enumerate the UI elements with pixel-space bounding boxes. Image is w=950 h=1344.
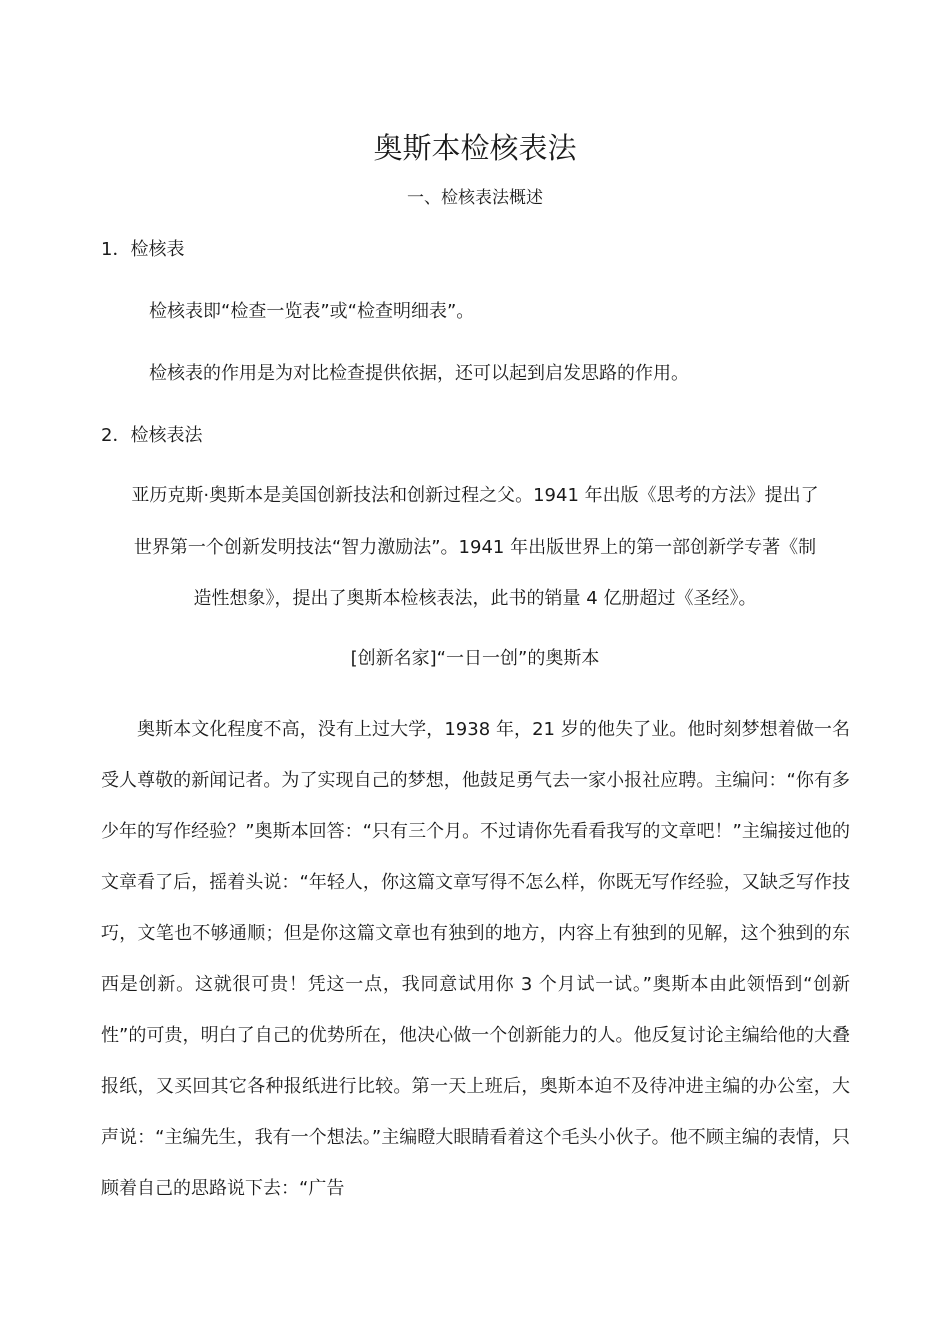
section1-heading: 1．检核表 xyxy=(101,239,185,260)
section1-line-2: 检核表的作用是为对比检查提供依据，还可以起到启发思路的作用。 xyxy=(149,363,689,384)
section2-heading: 2．检核表法 xyxy=(101,425,203,446)
section2-line-3: 造性想象》，提出了奥斯本检核表法，此书的销量 4 亿册超过《圣经》。 xyxy=(193,588,757,609)
section2-line-2: 世界第一个创新发明技法“智力激励法”。1941 年出版世界上的第一部创新学专著《制 xyxy=(133,537,817,558)
section1-line-1: 检核表即“检查一览表”或“检查明细表”。 xyxy=(149,301,475,322)
story-body xyxy=(101,704,850,1214)
document-title: 奥斯本检核表法 xyxy=(373,131,577,165)
story-caption: [创新名家]“一日一创”的奥斯本 xyxy=(350,648,600,669)
section-subtitle: 一、检核表法概述 xyxy=(407,188,543,208)
story-paragraph: 奥斯本文化程度不高，没有上过大学，1938 年，21 岁的他失了业。他时刻梦想着做一名受人尊敬的新闻记者。为了实现自己的梦想，他鼓足勇气去一家小报社应聘。主编问：“你有多少年的写作经验？”奥斯本回答：“只有三个月。不过请你先看看我写的文章吧！”主编接过他的文章看了后，摇着头说：“年轻人，你这篇文章写得不怎么样，你既无写作经验，又缺乏写作技巧，文笔也不够通顺；但是你这篇文章也有独到的地方，内容上有独到的见解，这个独到的东西是创新。这就很可贵！凭这一点，我同意试用你 3 个月试一试。”奥斯本由此领悟到“创新性”的可贵，明白了自己的优势所在，他决心做一个创新能力的人。他反复讨论主编给他的大叠报纸，又买回其它各种报纸进行比较。第一天上班后，奥斯本迫不及待冲进主编的办公室，大声说：“主编先生，我有一个想法。”主编瞪大眼睛看着这个毛头小伙子。他不顾主编的表情，只顾着自己的思路说下去：“广告 xyxy=(101,719,850,1199)
section2-line-1: 亚历克斯·奥斯本是美国创新技法和创新过程之父。1941 年出版《思考的方法》提出了 xyxy=(131,485,819,506)
